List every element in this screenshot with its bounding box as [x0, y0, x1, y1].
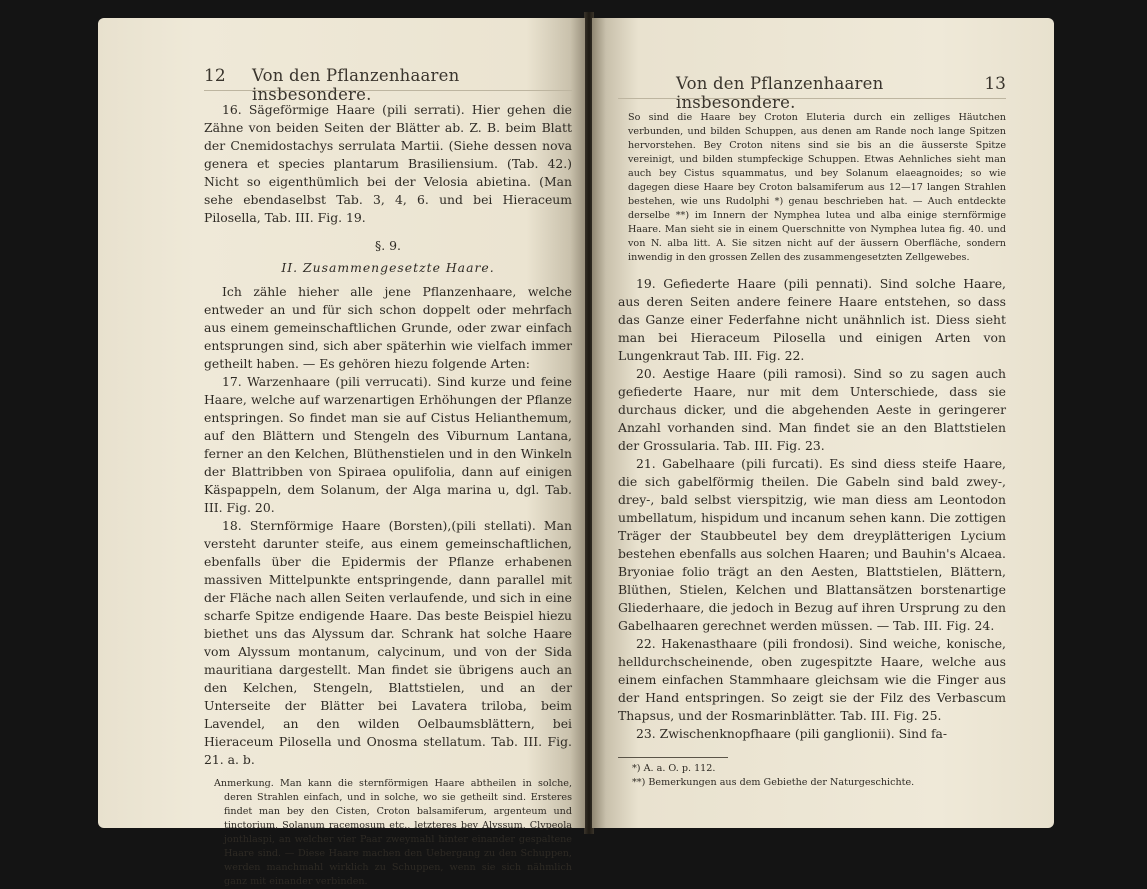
page-number: 12	[204, 66, 226, 86]
paragraph-22: 22. Hakenasthaare (pili frondosi). Sind weiche, konische, helldurchscheinende, oben zugespitzte Haare, welche aus einem einfachen Stammhaare gleichsam wie die Finger aus der Hand entspringen. So zeigt sie der Filz des Verbascum Thapsus, und der Rosmarinblätter. Tab. III. Fig. 25.	[618, 636, 1006, 723]
right-page-body	[618, 275, 1006, 743]
annotation-note	[204, 777, 572, 889]
left-running-head	[204, 64, 572, 104]
section-mark: §. 9.	[375, 238, 401, 253]
paragraph-18: 18. Sternförmige Haare (Borsten),(pili stellati). Man versteht darunter steife, aus einem gemeinschaftlichen, ebenfalls über die Epidermis der Pflanze erhabenen massiven Mittelpunkte entspringende, dann parallel mit der Fläche nach allen Seiten verlaufende, und sich in eine scharfe Spitze endigende Haare. Das beste Beispiel hiezu biethet uns das Alyssum dar. Schrank hat solche Haare vom Alyssum montanum, calycinum, und von der Sida mauritiana dargestellt. Man findet sie übrigens auch an den Kelchen, Stengeln, Blattstielen, und an der Unterseite der Blätter bei Lavatera triloba, beim Lavendel, an den wilden Oelbaumsblättern, bei Hieraceum Pilosella und Onosma stellatum. Tab. III. Fig. 21. a. b.	[204, 518, 572, 767]
footnote-1: *) A. a. O. p. 112.	[632, 763, 716, 774]
paragraph-16: 16. Sägeförmige Haare (pili serrati). Hier gehen die Zähne von beiden Seiten der Blätter ab. Z. B. beim Blatt der Cnemidostachys serrulata Martii. (Siehe dessen nova genera et species plantarum Brasiliensium. (Tab. 42.) Nicht so eigenthümlich bei der Velosia abietina. (Man sehe ebendaselbst Tab. 3, 4, 6. und bei Hieraceum Pilosella, Tab. III. Fig. 19.	[204, 102, 572, 225]
right-running-head	[618, 72, 1006, 112]
annotation-continued-text: So sind die Haare bey Croton Eluteria durch ein zelliges Häutchen verbunden, und bilden Schuppen, aus denen am Rande noch lange Spitzen hervorstehen. Bey Croton nitens sind sie bis an die äusserste Spitze vereinigt, und bilden stumpfeckige Schuppen. Etwas Aehnliches sieht man auch bey Cistus squammatus, und bey Solanum elaeagnoides; so wie dagegen diese Haare bey Croton balsamiferum aus 12—17 langen Strahlen bestehen, wie uns Rudolphi *) genau beschrieben hat. — Auch entdeckte derselbe **) im Innern der Nymphea lutea und alba einige sternförmige Haare. Man sieht sie in einem Querschnitte von Nymphea lutea fig. 40. und von N. alba litt. A. Sie sitzen nicht auf der äussern Oberfläche, sondern inwendig in den grossen Zellen des zusammengesetzten Zellgewebes.	[628, 112, 1006, 263]
annotation-continued	[618, 111, 1006, 265]
annotation-text: Anmerkung. Man kann die sternförmigen Haare abtheilen in solche, deren Strahlen einfach, und in solche, wo sie getheilt sind. Ersteres findet man bey den Cisten, Croton balsamiferum, argenteum und tinctorium, Solanum racemosum etc., letzteres bey Alyssum, Clypeola jonthlaspi, an welcher vier Paar zweymahl hinter einander gespaltene Haare sind. — Diese Haare machen den Uebergang zu den Schuppen, werden manchmahl wirklich zu Schuppen, wenn sie sich nähmlich ganz mit einander verbinden.	[214, 778, 572, 887]
paragraph-23: 23. Zwischenknopfhaare (pili ganglionii). Sind fa-	[636, 726, 948, 741]
running-head-title: Von den Pflanzenhaaren insbesondere.	[252, 66, 460, 104]
paragraph-intro: Ich zähle hieher alle jene Pflanzenhaare, welche entweder an und für sich schon doppelt oder mehrfach aus einem gemeinschaftlichen Grunde, oder zwar einfach entsprungen sind, sich aber späterhin wie vielfach immer getheilt haben. — Es gehören hiezu folgende Arten:	[204, 284, 572, 371]
left-page-body	[204, 101, 572, 769]
paragraph-17: 17. Warzenhaare (pili verrucati). Sind kurze und feine Haare, welche auf warzenartigen Erhöhungen der Pflanze entspringen. So findet man sie auf Cistus Helianthemum, auf den Blättern und Stengeln des Viburnum Lantana, ferner an den Kelchen, Blüthenstielen und in den Winkeln der Blattribben von Spiraea opulifolia, dann auf einigen Käspappeln, dem Solanum, der Alga marina u, dgl. Tab. III. Fig. 20.	[204, 374, 572, 515]
footnotes	[618, 762, 1006, 790]
footnote-2: **) Bemerkungen aus dem Gebiethe der Naturgeschichte.	[632, 777, 915, 788]
running-head-title: Von den Pflanzenhaaren insbesondere.	[676, 74, 884, 112]
right-page	[592, 18, 1054, 828]
footnote-divider	[618, 757, 728, 758]
paragraph-19: 19. Gefiederte Haare (pili pennati). Sind solche Haare, aus deren Seiten andere feinere Haare entstehen, so dass das Ganze einer Federfahne nicht unähnlich ist. Diess sieht man bei Hieraceum Pilosella und einigen Arten von Lungenkraut Tab. III. Fig. 22.	[618, 276, 1006, 363]
paragraph-21: 21. Gabelhaare (pili furcati). Es sind diess steife Haare, die sich gabelförmig theilen. Die Gabeln sind bald zwey-, drey-, bald selbst vierspitzig, wie man diess am Leontodon umbellatum, hispidum und incanum sehen kann. Die zottigen Träger der Staubbeutel bey dem dreyplätterigen Lycium bestehen ebenfalls aus solchen Haaren; und Bauhin's Alcaea. Bryoniae folio trägt an den Aesten, Blattstielen, Blättern, Blüthen, Stielen, Kelchen und Blattansätzen borstenartige Gliederhaare, die jedoch in Bezug auf ihren Ursprung zu den Gabelhaaren gerechnet werden müssen. — Tab. III. Fig. 24.	[618, 456, 1006, 633]
right-page-content	[618, 72, 1006, 790]
left-page	[98, 18, 585, 887]
section-heading: II. Zusammengesetzte Haare.	[281, 260, 495, 275]
page-number: 13	[984, 74, 1006, 94]
paragraph-20: 20. Aestige Haare (pili ramosi). Sind so zu sagen auch gefiederte Haare, nur mit dem Unterschiede, dass sie durchaus dicker, und die abgehenden Aeste in geringerer Anzahl vorhanden sind. Man findet sie an den Blattstielen der Grossularia. Tab. III. Fig. 23.	[618, 366, 1006, 453]
left-page-content	[204, 64, 572, 889]
